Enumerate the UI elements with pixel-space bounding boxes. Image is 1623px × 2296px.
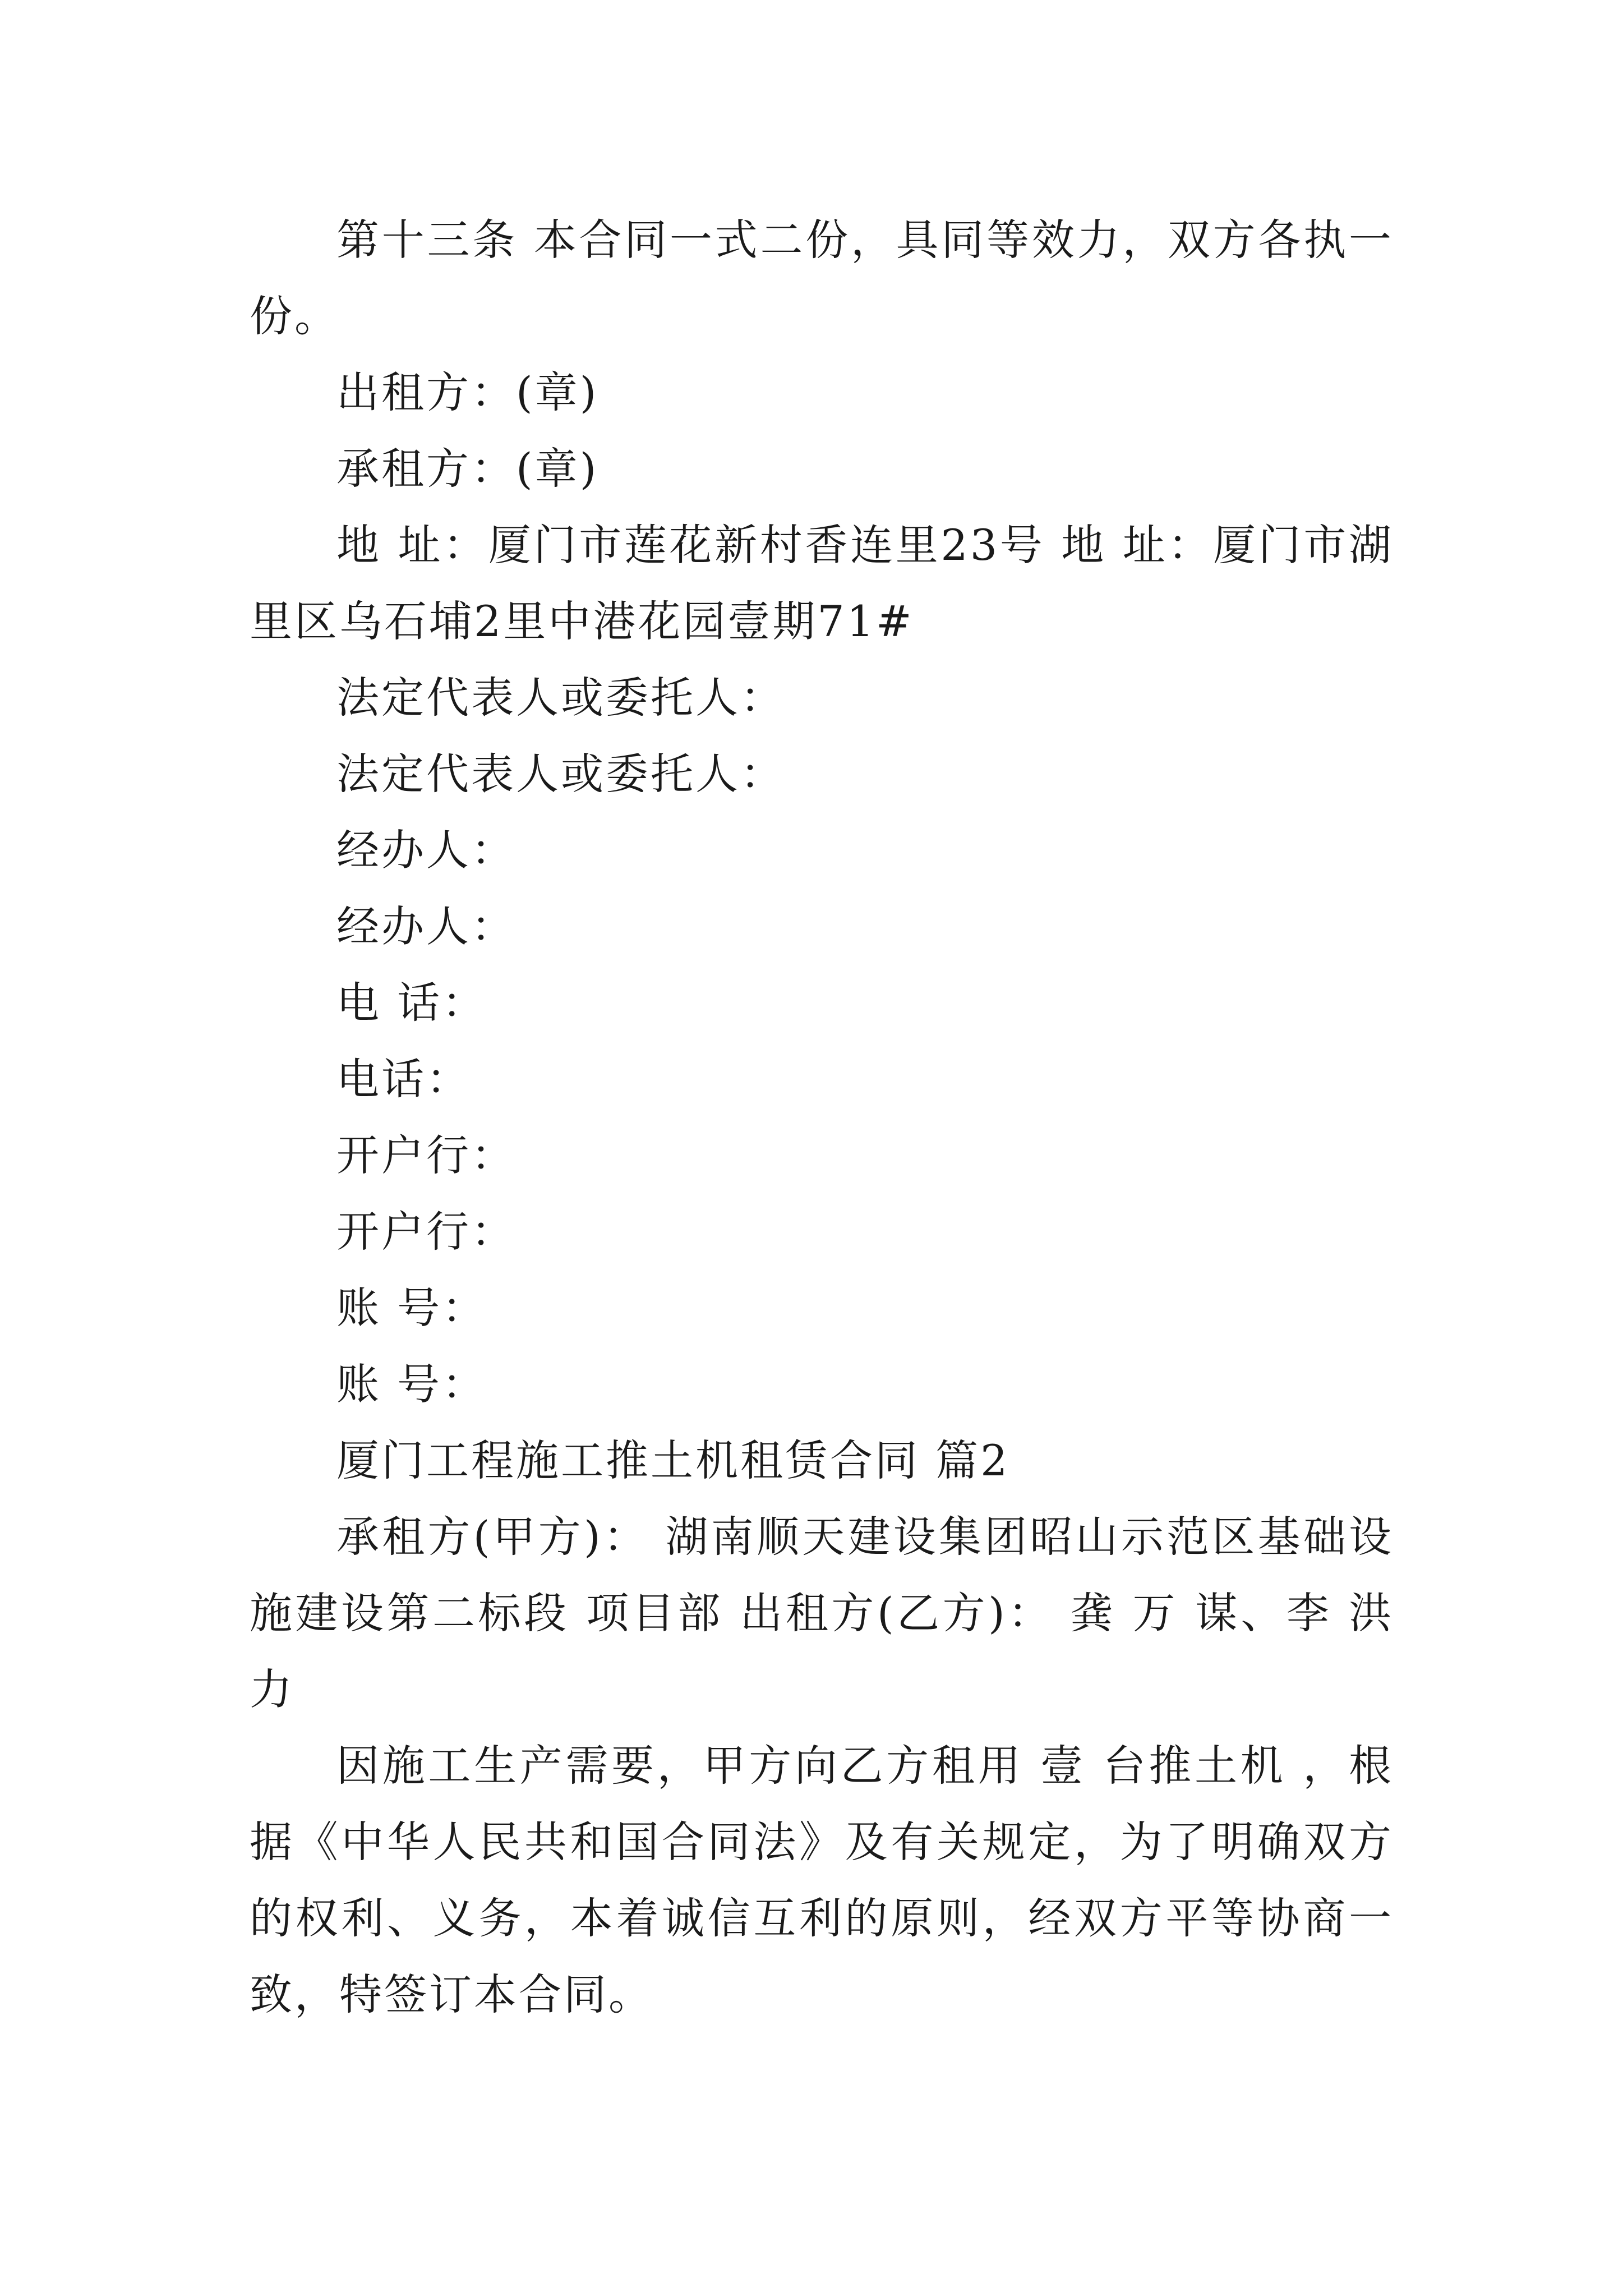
legal-representative-line-1: 法定代表人或委托人： xyxy=(336,673,785,723)
document-page xyxy=(250,202,1394,2033)
account-line-1: 账 号： xyxy=(336,1283,487,1333)
phone-line-2: 电话： xyxy=(336,1054,471,1104)
handler-line-1: 经办人： xyxy=(336,825,516,875)
bank-line-2: 开户行： xyxy=(336,1207,516,1257)
parties-paragraph: 承租方(甲方)： 湖南顺天建设集团昭山示范区基础设施建设第二标段 项目部 出租方(乙方)： 龚 万 谋、李 洪 力 xyxy=(250,1512,1394,1714)
lessor-seal-line: 出租方：(章) xyxy=(336,367,599,417)
clause-13-paragraph: 第十三条 本合同一式二份，具同等效力，双方各执一份。 xyxy=(250,215,1394,341)
address-line: 地 址：厦门市莲花新村香连里23号 地 址：厦门市湖里区乌石埔2里中港花园壹期71# xyxy=(250,520,1394,646)
phone-line-1: 电 话： xyxy=(336,978,487,1028)
section-title: 厦门工程施工推土机租赁合同 篇2 xyxy=(336,1435,1010,1485)
handler-line-2: 经办人： xyxy=(336,901,516,951)
bank-line-1: 开户行： xyxy=(336,1130,516,1180)
legal-representative-line-2: 法定代表人或委托人： xyxy=(336,749,785,799)
lessee-seal-line: 承租方：(章) xyxy=(336,444,599,494)
purpose-paragraph: 因施工生产需要，甲方向乙方租用 壹 台推土机 ，根据《中华人民共和国合同法》及有关规定，为了明确双方的权利、义务，本着诚信互利的原则，经双方平等协商一致，特签订本合同。 xyxy=(250,1741,1394,2019)
account-line-2: 账 号： xyxy=(336,1359,487,1409)
